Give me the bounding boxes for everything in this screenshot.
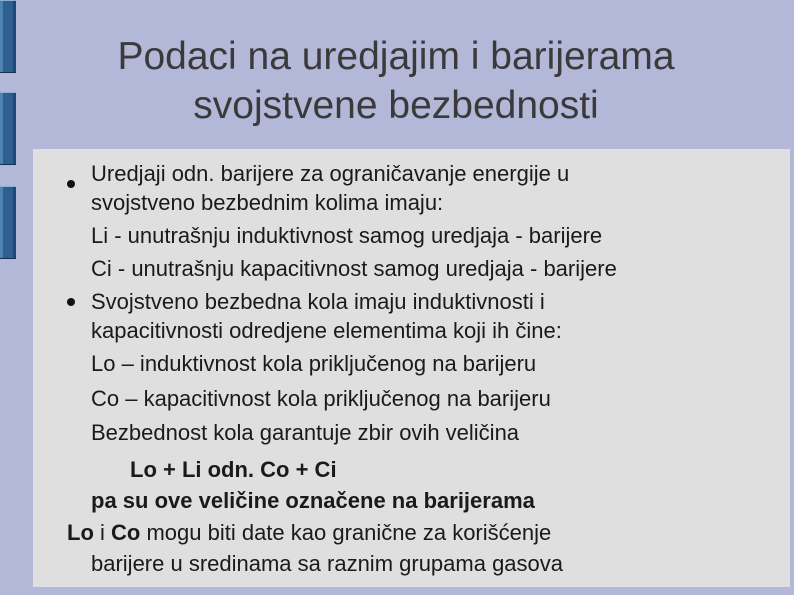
title-line-2: svojstvene bezbednosti — [193, 84, 599, 127]
text-line-9: Bezbednost kola garantuje zbir ovih veličina — [91, 420, 520, 445]
last-line-rest: mogu biti date kao granične za korišćenje — [140, 520, 552, 545]
text-line-2: svojstveno bezbednim kolima imaju: — [91, 190, 444, 215]
text-line-3: Li - unutrašnju induktivnost samog uredjaja - barijere — [91, 223, 603, 248]
text-line-last-2: barijere u sredinama sa raznim grupama gasova — [91, 551, 564, 576]
text-line-1: Uredjaji odn. barijere za ograničavanje energije u — [91, 161, 570, 186]
text-line-4: Ci - unutrašnju kapacitivnost samog uredjaja - barijere — [91, 256, 617, 281]
and-word: i — [93, 520, 112, 545]
co-label: Co — [111, 520, 141, 545]
bullet-icon-1 — [67, 180, 75, 188]
lo-label: Lo — [67, 520, 94, 545]
bullet-icon-2 — [67, 298, 75, 306]
text-line-bold: pa su ove veličine označene na barijerama — [91, 488, 535, 513]
formula-line: Lo + Li odn. Co + Ci — [130, 457, 337, 482]
text-line-8: Co – kapacitivnost kola priključenog na barijeru — [91, 386, 551, 411]
decor-bar-2 — [0, 92, 16, 165]
text-line-5: Svojstveno bezbedna kola imaju induktivnosti i — [91, 289, 545, 314]
slide-title — [36, 32, 756, 130]
decor-bar-1 — [0, 0, 16, 73]
title-line-1: Podaci na uredjajim i barijerama — [117, 35, 675, 78]
text-line-6: kapacitivnosti odredjene elementima koji ih čine: — [91, 318, 562, 343]
text-line-7: Lo – induktivnost kola priključenog na barijeru — [91, 351, 537, 376]
decor-bar-3 — [0, 186, 16, 259]
text-line-last-1 — [67, 520, 551, 546]
